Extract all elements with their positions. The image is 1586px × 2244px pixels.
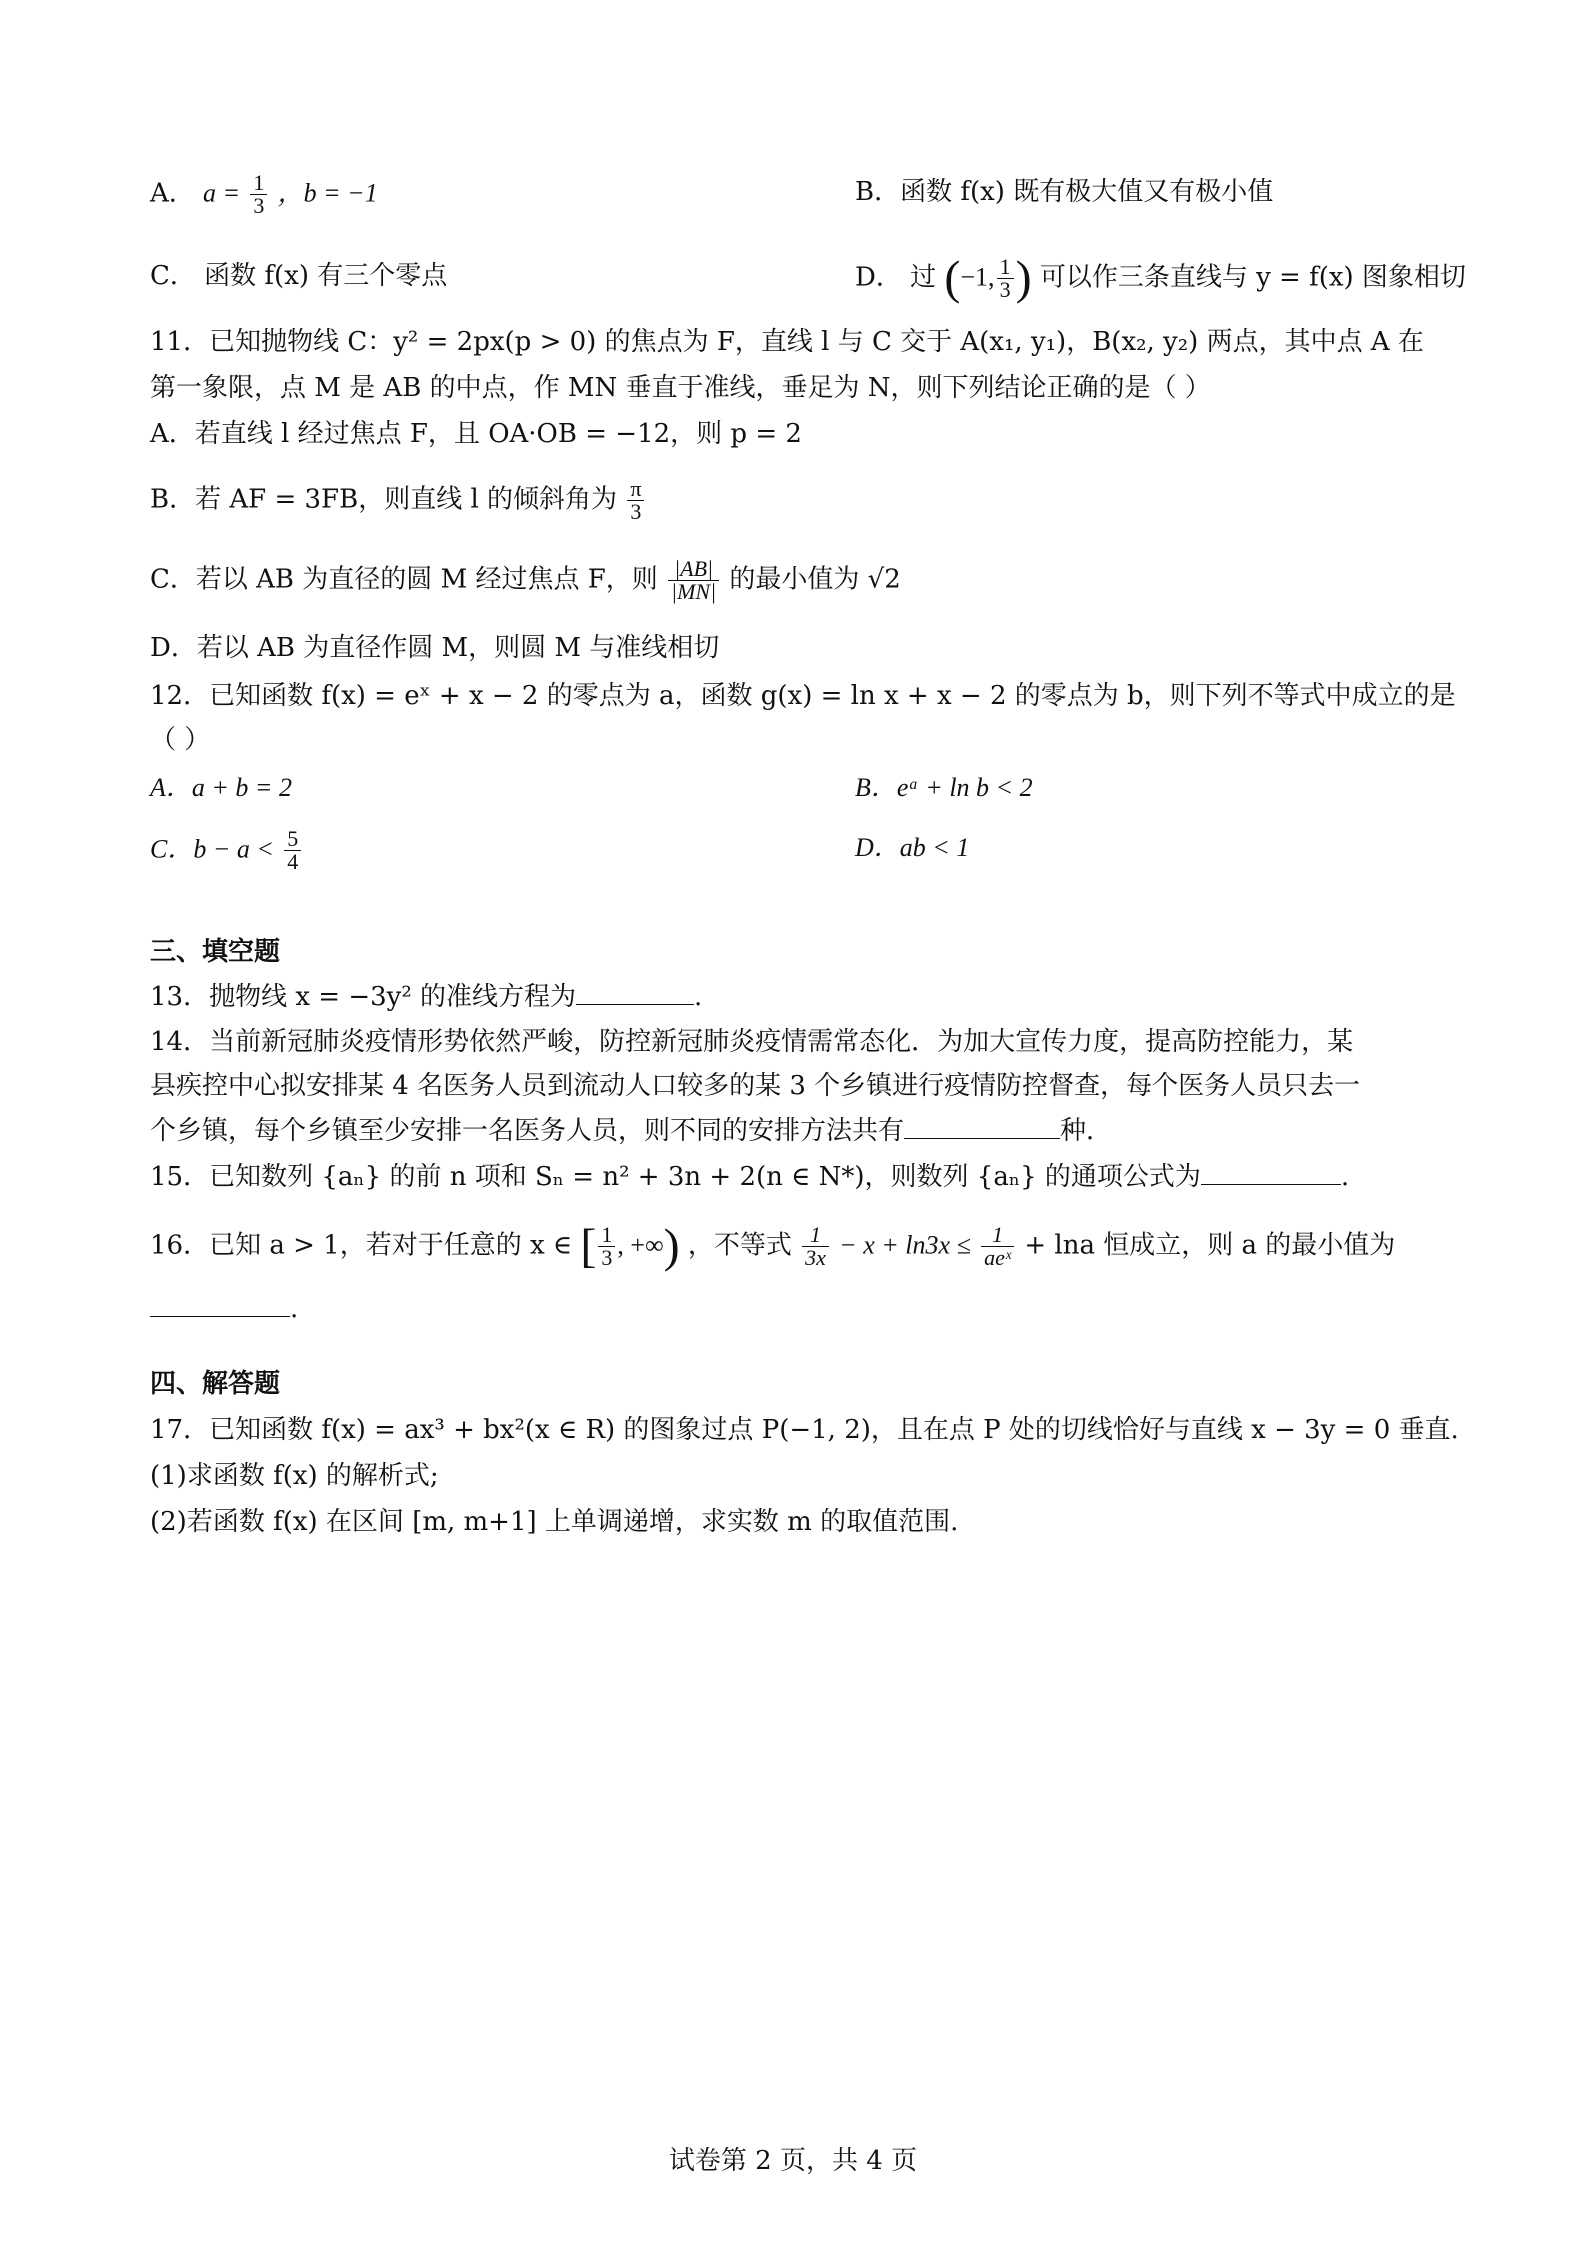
page-footer: 试卷第 2 页，共 4 页 xyxy=(668,2146,918,2176)
q16-line-1 xyxy=(150,1219,1440,1273)
q13-answer-blank xyxy=(576,976,694,1005)
q12-option-c-fraction xyxy=(284,828,301,873)
q16-fraction-1 xyxy=(802,1224,829,1269)
q14-line-1: 14．当前新冠肺炎疫情形势依然严峻，防控新冠肺炎疫情需常态化．为加大宣传力度，提高防控能力，某 xyxy=(150,1027,1354,1057)
fraction-numerator: 1 xyxy=(250,172,267,195)
q13 xyxy=(150,976,1440,1017)
q14-line-3 xyxy=(150,1110,1440,1151)
q11-stem-line-1: 11．已知抛物线 C：y² = 2px(p > 0) 的焦点为 F，直线 l 与 C 交于 A(x₁, y₁)，B(x₂, y₂) 两点，其中点 A 在 xyxy=(150,327,1424,357)
q16-interval-fraction xyxy=(598,1224,615,1269)
q10-option-d-label: D． xyxy=(855,262,902,293)
fraction-denominator: 3 xyxy=(253,193,265,218)
q14-text-post: 种． xyxy=(1060,1116,1113,1146)
q11-stem-line-2: 第一象限，点 M 是 AB 的中点，作 MN 垂直于准线，垂足为 N，则下列结论正确的是（ ） xyxy=(150,373,1211,403)
q11-option-d: D．若以 AB 为直径作圆 M，则圆 M 与准线相切 xyxy=(150,633,720,663)
fraction-denominator: 4 xyxy=(287,849,299,874)
q12-options-row-2 xyxy=(150,828,1440,873)
q10-options-row-1 xyxy=(150,172,1440,217)
q10-option-b xyxy=(855,172,1273,212)
q11-option-b-fraction xyxy=(627,478,644,523)
q16-line-2 xyxy=(150,1288,1440,1329)
q10-option-c-text: 函数 f(x) 有三个零点 xyxy=(204,261,448,291)
q16-answer-blank xyxy=(150,1288,290,1317)
fraction-numerator: 1 xyxy=(981,1224,1014,1247)
q14-text: 个乡镇，每个乡镇至少安排一名医务人员，则不同的安排方法共有 xyxy=(150,1116,905,1146)
fraction-numerator: 1 xyxy=(598,1224,615,1247)
fraction-numerator: 1 xyxy=(997,256,1014,279)
q10-option-a-label: A． xyxy=(150,178,195,209)
q15-text-post: . xyxy=(1340,1162,1350,1192)
q16-text-post: + lna 恒成立，则 a 的最小值为 xyxy=(1024,1230,1396,1261)
q17-part-2: (2)若函数 f(x) 在区间 [m, m+1] 上单调递增，求实数 m 的取值范围. xyxy=(150,1507,959,1537)
q10-option-a-fraction xyxy=(250,172,267,217)
q16-text-mid: ，不等式 xyxy=(687,1230,792,1261)
right-paren: ) xyxy=(1015,251,1032,305)
q11-option-a: A．若直线 l 经过焦点 F，且 OA·OB = −12，则 p = 2 xyxy=(150,419,802,449)
q15-answer-blank xyxy=(1201,1156,1341,1185)
q10-option-d xyxy=(855,251,1466,305)
q16-fraction-2 xyxy=(981,1224,1014,1269)
q16-interval-end: , +∞ xyxy=(617,1230,664,1260)
q10-option-b-label: B． xyxy=(855,177,901,207)
fraction-denominator: 3 xyxy=(601,1245,613,1270)
fraction-numerator: |AB| xyxy=(668,558,719,581)
section-4-title: 四、解答题 xyxy=(150,1369,281,1399)
fraction-numerator: 1 xyxy=(802,1224,829,1247)
q10-option-c-label: C． xyxy=(150,261,196,291)
q15 xyxy=(150,1156,1440,1197)
q16-text-end: . xyxy=(290,1294,299,1324)
q12-stem-line-1: 12．已知函数 f(x) = eˣ + x − 2 的零点为 a，函数 g(x) = ln x + x − 2 的零点为 b，则下列不等式中成立的是 xyxy=(150,681,1456,711)
q13-text-post: . xyxy=(694,982,703,1012)
q16-text: 16．已知 a > 1，若对于任意的 x ∈ xyxy=(150,1230,573,1261)
q12-option-c-text: C．b − a < xyxy=(150,834,274,864)
q15-text: 15．已知数列 {aₙ} 的前 n 项和 Sₙ = n² + 3n + 2(n ∈ N*)，则数列 {aₙ} 的通项公式为 xyxy=(150,1162,1201,1192)
q11-option-c-text: C．若以 AB 为直径的圆 M 经过焦点 F，则 xyxy=(150,564,658,595)
fraction-denominator: aeˣ xyxy=(984,1245,1012,1270)
q11-option-c-fraction xyxy=(668,558,719,603)
q12-option-a: A．a + b = 2 xyxy=(150,773,292,802)
right-paren: ) xyxy=(663,1219,680,1273)
q10-option-d-text-post: 可以作三条直线与 y = f(x) 图象相切 xyxy=(1039,262,1466,293)
fraction-denominator: |MN| xyxy=(671,579,717,604)
q14-answer-blank xyxy=(904,1110,1060,1139)
q11-option-b xyxy=(150,478,1440,523)
fraction-denominator: 3 xyxy=(630,499,642,524)
q17-line-1: 17．已知函数 f(x) = ax³ + bx²(x ∈ R) 的图象过点 P(−1, 2)，且在点 P 处的切线恰好与直线 x − 3y = 0 垂直. xyxy=(150,1415,1459,1445)
q11-option-c xyxy=(150,558,1440,603)
q10-option-a-text-b: ，b = −1 xyxy=(277,178,378,208)
q13-text: 13．抛物线 x = −3y² 的准线方程为 xyxy=(150,982,577,1012)
fraction-denominator: 3 xyxy=(999,277,1011,302)
q10-option-a-text: a = xyxy=(203,178,241,208)
fraction-numerator: 5 xyxy=(284,828,301,851)
q10-options-row-2 xyxy=(150,251,1466,305)
left-paren: ( xyxy=(944,251,961,305)
q10-option-b-text: 函数 f(x) 既有极大值又有极小值 xyxy=(900,177,1274,207)
fraction-denominator: 3x xyxy=(805,1245,826,1270)
q12-option-d: D．ab < 1 xyxy=(855,833,970,862)
q14-line-2: 县疾控中心拟安排某 4 名医务人员到流动人口较多的某 3 个乡镇进行疫情防控督查，每个医务人员只去一 xyxy=(150,1071,1361,1101)
q12-option-b: B．eᵃ + ln b < 2 xyxy=(855,773,1033,802)
left-bracket: [ xyxy=(580,1219,597,1273)
q10-option-d-text-pre: 过 xyxy=(910,262,937,293)
q16-text-mid-2: − x + ln3x ≤ xyxy=(839,1230,971,1260)
q10-option-d-fraction xyxy=(997,256,1014,301)
fraction-numerator: π xyxy=(627,478,644,501)
q12-options-row-1 xyxy=(150,768,1440,808)
q10-option-d-point: −1, xyxy=(960,262,995,292)
q17-part-1: (1)求函数 f(x) 的解析式; xyxy=(150,1461,439,1491)
q11-option-c-text-post: 的最小值为 √2 xyxy=(729,564,901,595)
q12-stem-line-2: （ ） xyxy=(150,725,211,755)
section-3-title: 三、填空题 xyxy=(150,937,281,967)
q11-option-b-text: B．若 AF = 3FB，则直线 l 的倾斜角为 xyxy=(150,484,618,515)
